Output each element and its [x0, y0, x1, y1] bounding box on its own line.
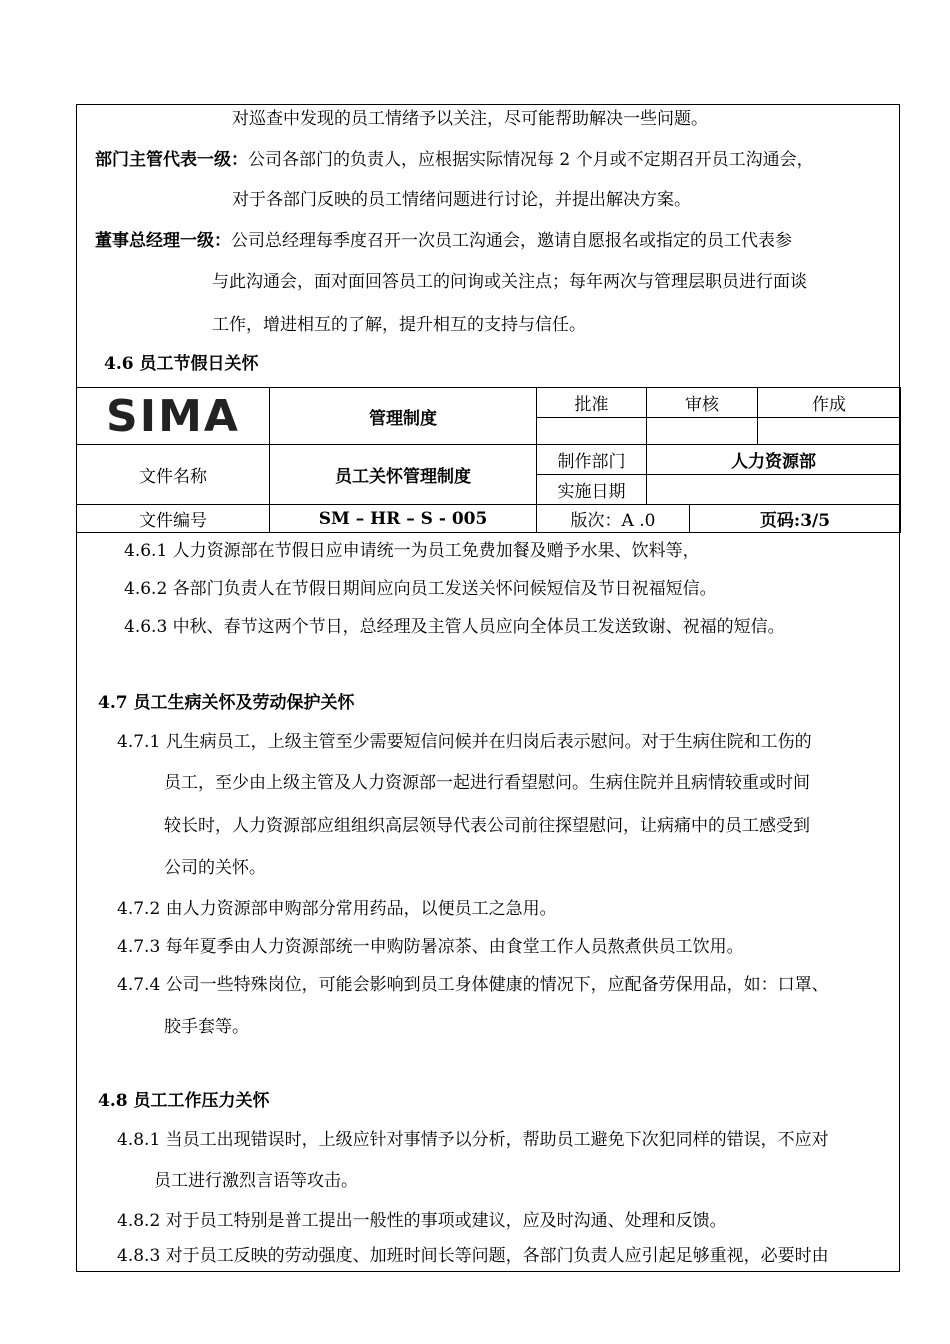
impl-date-label: 实施日期 — [537, 475, 647, 505]
dept-level-text-1: 公司各部门的负责人，应根据实际情况每 2 个月或不定期召开员工沟通会， — [248, 150, 814, 170]
impl-date-value — [647, 475, 901, 505]
item-4-7-1-line-4: 公司的关怀。 — [164, 858, 266, 878]
item-4-8-2: 4.8.2 对于员工特别是普工提出一般性的事项或建议，应及时沟通、处理和反馈。 — [117, 1211, 727, 1231]
gm-level-text-1: 公司总经理每季度召开一次员工沟通会，邀请自愿报名或指定的员工代表参 — [231, 231, 792, 251]
item-4-7-4-line-2: 胶手套等。 — [164, 1017, 249, 1037]
section-4-8-heading: 4.8 员工工作压力关怀 — [98, 1091, 270, 1111]
item-4-6-3: 4.6.3 中秋、春节这两个节日，总经理及主管人员应向全体员工发送致谢、祝福的短信。 — [124, 617, 785, 637]
page-number: 页码:3/5 — [690, 505, 901, 533]
item-4-8-3: 4.8.3 对于员工反映的劳动强度、加班时间长等问题，各部门负责人应引起足够重视，必要时由 — [117, 1246, 829, 1266]
doc-type-cell: 管理制度 — [270, 388, 537, 445]
approve-sign-cell — [537, 418, 647, 445]
item-4-6-2: 4.6.2 各部门负责人在节假日期间应向员工发送关怀问候短信及节日祝福短信。 — [124, 579, 717, 599]
section-4-6-heading: 4.6 员工节假日关怀 — [104, 354, 259, 374]
gm-level-text-3: 工作，增进相互的了解，提升相互的支持与信任。 — [212, 315, 586, 335]
item-4-8-1-line-1: 4.8.1 当员工出现错误时，上级应针对事情予以分析，帮助员工避免下次犯同样的错误，不应对 — [117, 1130, 829, 1150]
item-4-6-1: 4.6.1 人力资源部在节假日应申请统一为员工免费加餐及赠予水果、饮料等， — [124, 541, 700, 561]
prepare-sign-cell — [758, 418, 901, 445]
review-label: 审核 — [647, 388, 758, 418]
dept-label: 制作部门 — [537, 445, 647, 475]
item-4-7-2: 4.7.2 由人力资源部申购部分常用药品，以便员工之急用。 — [117, 899, 557, 919]
review-sign-cell — [647, 418, 758, 445]
file-no-value: SM – HR – S - 005 — [270, 505, 537, 533]
file-name-value: 员工关怀管理制度 — [270, 445, 537, 505]
dept-level-text-2: 对于各部门反映的员工情绪问题进行讨论，并提出解决方案。 — [232, 190, 691, 210]
file-name-label: 文件名称 — [77, 445, 270, 505]
document-header-table — [76, 387, 901, 533]
sima-logo: SIMA — [106, 390, 240, 442]
item-4-7-1-line-3: 较长时，人力资源部应组组织高层领导代表公司前往探望慰问，让病痛中的员工感受到 — [164, 816, 810, 836]
item-4-7-4-line-1: 4.7.4 公司一些特殊岗位，可能会影响到员工身体健康的情况下，应配备劳保用品，如：口罩、 — [117, 975, 829, 995]
gm-level-text-2: 与此沟通会，面对面回答员工的问询或关注点；每年两次与管理层职员进行面谈 — [212, 272, 807, 292]
approve-label: 批准 — [537, 388, 647, 418]
item-4-7-1-line-2: 员工，至少由上级主管及人力资源部一起进行看望慰问。生病住院并且病情较重或时间 — [164, 773, 810, 793]
version-value: 版次：A .0 — [537, 505, 690, 533]
section-4-7-heading: 4.7 员工生病关怀及劳动保护关怀 — [98, 693, 355, 713]
gm-level-label: 董事总经理一级： — [95, 231, 231, 251]
dept-value: 人力资源部 — [647, 445, 901, 475]
item-4-7-3: 4.7.3 每年夏季由人力资源部统一申购防暑凉茶、由食堂工作人员熬煮供员工饮用。 — [117, 937, 744, 957]
logo-cell — [77, 388, 270, 445]
intro-line-1: 对巡查中发现的员工情绪予以关注，尽可能帮助解决一些问题。 — [232, 109, 708, 129]
dept-level-paragraph — [95, 148, 814, 172]
item-4-7-1-line-1: 4.7.1 凡生病员工，上级主管至少需要短信问候并在归岗后表示慰问。对于生病住院和工伤的 — [117, 732, 812, 752]
file-no-label: 文件编号 — [77, 505, 270, 533]
gm-level-paragraph — [95, 229, 792, 253]
prepare-label: 作成 — [758, 388, 901, 418]
dept-level-label: 部门主管代表一级： — [95, 150, 248, 170]
item-4-8-1-line-2: 员工进行激烈言语等攻击。 — [154, 1171, 358, 1191]
